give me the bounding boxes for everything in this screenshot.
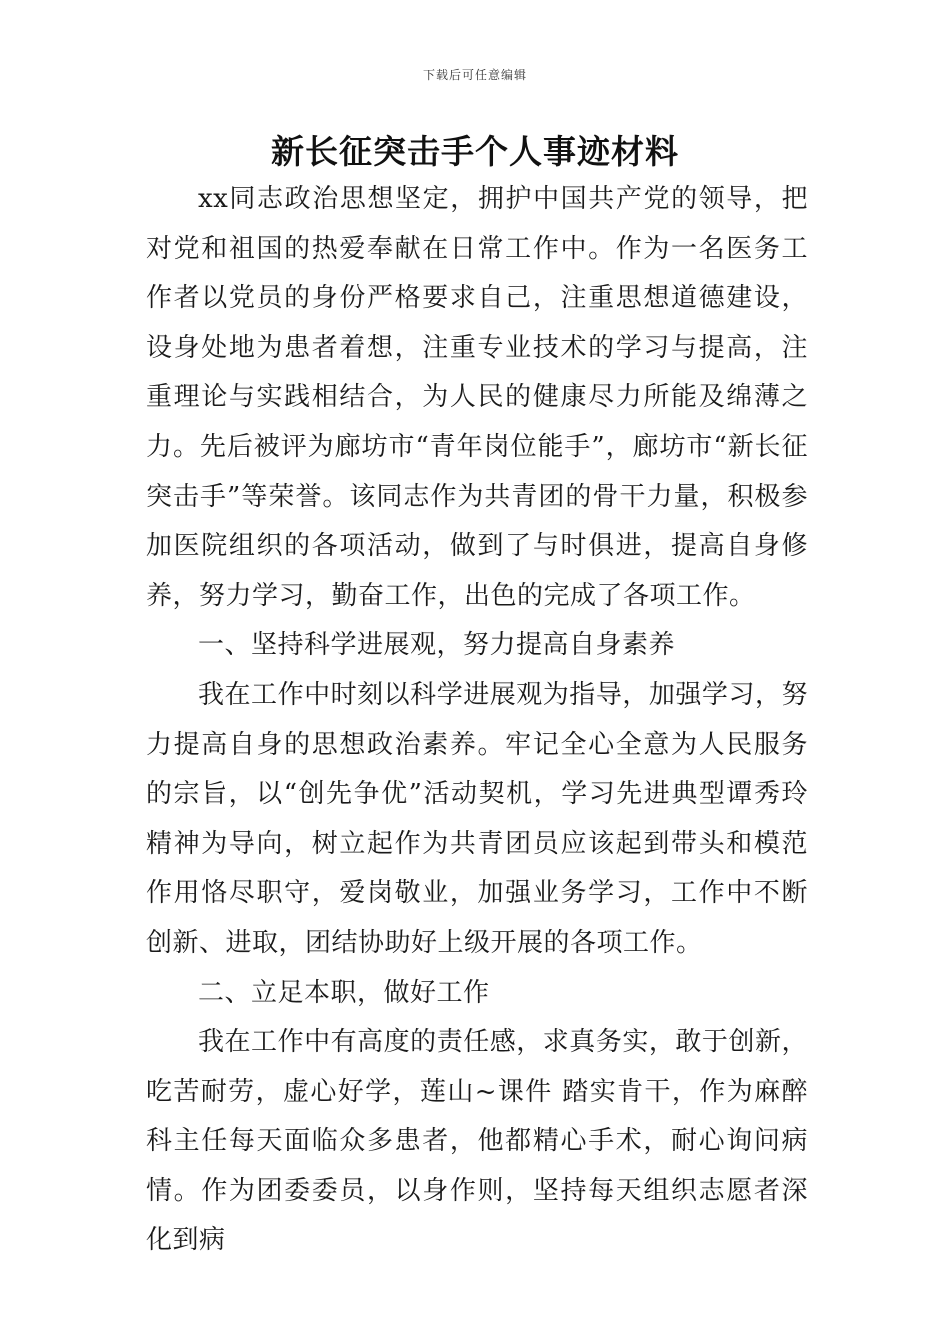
section-1-heading: 一、坚持科学进展观，努力提高自身素养 [198,630,676,661]
header-note: 下载后可任意编辑 [422,68,527,82]
section-1-paragraph: 我在工作中时刻以科学进展观为指导，加强学习，努力提高自身的思想政治素养。牢记全心全意为人民服务的宗旨，以“创先争优”活动契机，学习先进典型谭秀玲精神为导向，树立起作为共青团员应该起到带头和模范作用恪尽职守，爱岗敬业，加强业务学习，工作中不断创新、进取，团结协助好上级开展的各项工作。 [146,679,808,958]
section-2-heading: 二、立足本职，做好工作 [198,977,490,1008]
section-2-paragraph: 我在工作中有高度的责任感，求真务实，敢于创新，吃苦耐劳，虚心好学，莲山~课件 踏实肯干，作为麻醉科主任每天面临众多患者，他都精心手术，耐心询问病情。作为团委委员，以身作则，坚持每天组织志愿者深化到病 [146,1027,808,1256]
intro-paragraph: xx同志政治思想坚定，拥护中国共产党的领导，把对党和祖国的热爱奉献在日常工作中。作为一名医务工作者以党员的身份严格要求自己，注重思想道德建设，设身处地为患者着想，注重专业技术的学习与提高，注重理论与实践相结合，为人民的健康尽力所能及绵薄之力。先后被评为廊坊市“青年岗位能手”，廊坊市“新长征突击手”等荣誉。该同志作为共青团的骨干力量，积极参加医院组织的各项活动，做到了与时俱进，提高自身修养，努力学习，勤奋工作，出色的完成了各项工作。 [146,184,808,611]
document-title: 新长征突击手个人事迹材料 [271,132,679,171]
document-body [146,175,808,1266]
